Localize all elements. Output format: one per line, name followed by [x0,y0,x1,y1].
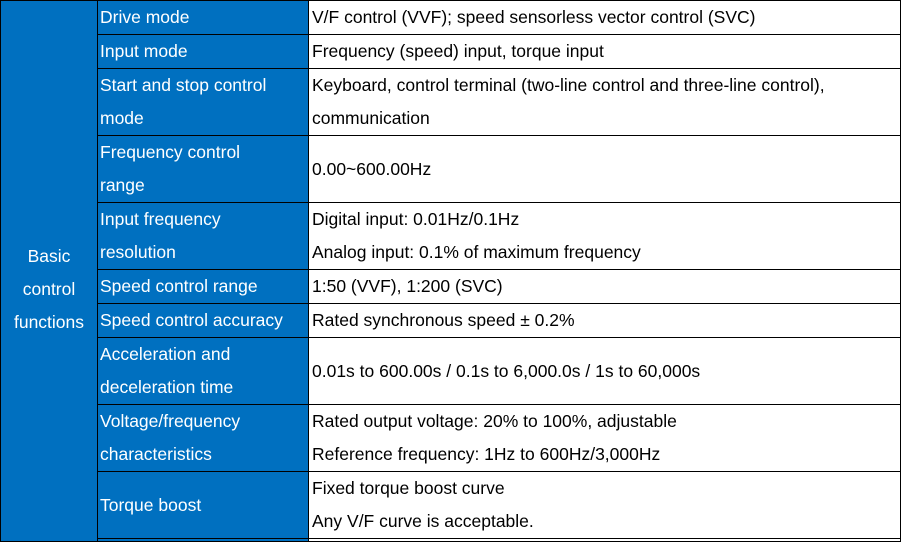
label-line: Input frequency [100,209,221,229]
label-line: Start and stop control [100,75,267,95]
label-line: Drive mode [100,7,190,27]
row-label-acceleration-deceleration-time [98,338,309,405]
value-line: Fixed torque boost curve [312,478,505,498]
row-value-frequency-control-range [309,136,901,203]
value-line: 0.00~600.00Hz [312,158,432,179]
label-line: Input mode [100,41,188,61]
row-label-voltage-frequency-characteristics [98,405,309,472]
row-label-drive-mode [98,1,309,35]
row-label-input-mode [98,35,309,69]
label-line: Voltage/frequency [100,411,241,431]
label-line: Speed control accuracy [100,310,283,330]
label-line: range [100,175,145,195]
row-label-speed-control-range [98,270,309,304]
label-line: Acceleration and [100,344,231,364]
row-label-speed-control-accuracy [98,304,309,338]
row-label-input-frequency-resolution [98,203,309,270]
table-row [1,472,901,539]
value-line: V/F control (VVF); speed sensorless vector control (SVC) [312,7,756,27]
table-row [1,35,901,69]
table-row [1,405,901,472]
category-line: functions [13,311,85,332]
value-line: Rated synchronous speed ± 0.2% [312,310,575,330]
row-value-partial [309,539,901,542]
row-value-input-mode [309,35,901,69]
row-label-start-stop-control [98,69,309,136]
row-value-drive-mode [309,1,901,35]
value-line: Digital input: 0.01Hz/0.1Hz [312,209,520,229]
table-row [1,304,901,338]
label-line: characteristics [100,444,212,464]
value-line: Rated output voltage: 20% to 100%, adjustable [312,411,677,431]
table-row [1,338,901,405]
label-line: resolution [100,242,176,262]
label-line: Speed control range [100,276,258,296]
row-value-voltage-frequency-characteristics [309,405,901,472]
value-line: Reference frequency: 1Hz to 600Hz/3,000Hz [312,444,661,464]
category-line: control [22,278,76,299]
category-cell [1,1,98,542]
row-value-input-frequency-resolution [309,203,901,270]
table-row [1,203,901,270]
label-line: Frequency control [100,142,241,162]
row-value-acceleration-deceleration-time [309,338,901,405]
label-line: deceleration time [100,377,234,397]
value-line: Frequency (speed) input, torque input [312,41,604,61]
value-line: Analog input: 0.1% of maximum frequency [312,242,641,262]
category-label [1,204,97,339]
row-value-torque-boost [309,472,901,539]
label-line: mode [100,108,144,128]
table-row [1,270,901,304]
row-label-frequency-control-range [98,136,309,203]
value-line: 0.01s to 600.00s / 0.1s to 6,000.0s / 1s to 60,000s [312,360,701,381]
table-row [1,136,901,203]
table-row [1,69,901,136]
row-value-speed-control-range [309,270,901,304]
row-label-torque-boost [98,472,309,539]
row-value-speed-control-accuracy [309,304,901,338]
row-label-partial [98,539,309,542]
spec-table-body [1,1,901,542]
value-line: 1:50 (VVF), 1:200 (SVC) [312,276,503,296]
table-row [1,1,901,35]
value-line: communication [312,108,430,128]
value-line: Keyboard, control terminal (two-line control and three-line control), [312,75,825,95]
value-line: Any V/F curve is acceptable. [312,511,534,531]
label-line: Torque boost [100,494,202,515]
row-value-start-stop-control [309,69,901,136]
table-row-partial [1,539,901,542]
category-line: Basic [27,245,71,266]
